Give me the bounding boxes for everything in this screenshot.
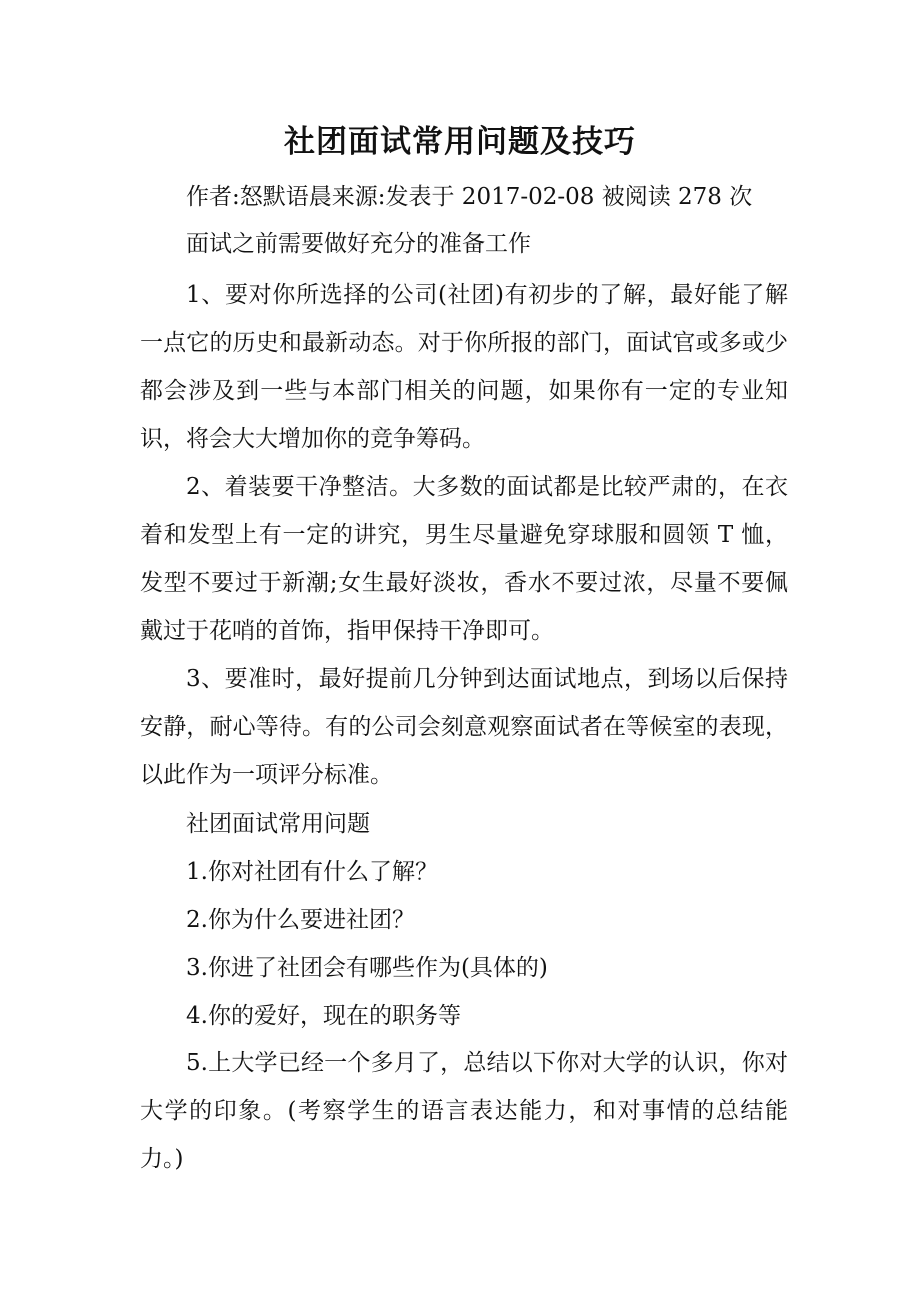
tip-paragraph-1: 1、要对你所选择的公司(社团)有初步的了解，最好能了解一点它的历史和最新动态。对于你所报的部门，面试官或多或少都会涉及到一些与本部门相关的问题，如果你有一定的专业知识，将会大大增加你的竞争筹码。	[140, 282, 788, 452]
document-meta: 作者:怒默语晨来源:发表于 2017-02-08 被阅读 278 次	[186, 184, 753, 210]
questions-heading: 社团面试常用问题	[186, 811, 370, 837]
question-4: 4.你的爱好，现在的职务等	[186, 1003, 461, 1029]
question-1: 1.你对社团有什么了解？	[186, 859, 438, 885]
question-5: 5.上大学已经一个多月了，总结以下你对大学的认识，你对大学的印象。(考察学生的语言表达能力，和对事情的总结能力。)	[140, 1050, 788, 1172]
question-2: 2.你为什么要进社团？	[186, 907, 415, 933]
intro-line: 面试之前需要做好充分的准备工作	[186, 231, 531, 257]
question-3: 3.你进了社团会有哪些作为(具体的)	[186, 955, 548, 981]
tip-paragraph-2: 2、着装要干净整洁。大多数的面试都是比较严肃的，在衣着和发型上有一定的讲究，男生尽量避免穿球服和圆领 T 恤，发型不要过于新潮;女生最好淡妆，香水不要过浓，尽量不要佩戴过于花哨的首饰，指甲保持干净即可。	[140, 474, 788, 644]
document-title: 社团面试常用问题及技巧	[284, 124, 636, 160]
tip-paragraph-3: 3、要准时，最好提前几分钟到达面试地点，到场以后保持安静，耐心等待。有的公司会刻意观察面试者在等候室的表现，以此作为一项评分标准。	[140, 666, 788, 788]
